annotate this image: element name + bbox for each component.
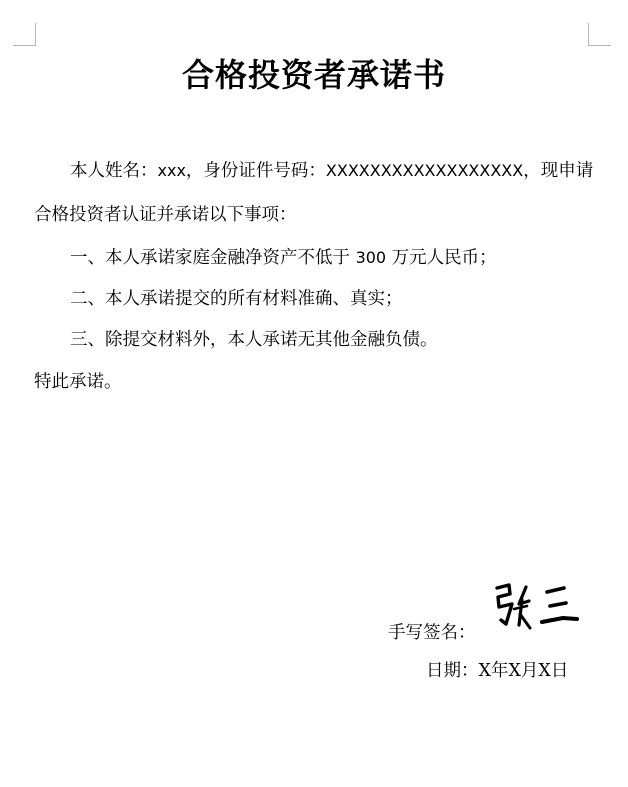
handwritten-signature [493,580,579,636]
document-title: 合格投资者承诺书 [181,56,446,94]
signature-label: 手写签名： [388,623,476,643]
intro-line-2: 合格投资者认证并承诺以下事项： [34,205,297,225]
id-number-label: ，身份证件号码： [185,161,326,181]
closing-statement: 特此承诺。 [34,372,122,392]
commitment-item-2: 二、本人承诺提交的所有材料准确、真实； [70,289,403,309]
commitment-item-1 [70,244,497,269]
commitment-item-1-before: 一、本人承诺家庭金融净资产不低于 [70,248,356,268]
commitment-item-3: 三、除提交材料外，本人承诺无其他金融负债。 [70,330,438,350]
name-label: 本人姓名： [70,161,158,181]
id-number: XXXXXXXXXXXXXXXXXX [325,161,524,180]
commitment-item-1-after: 万元人民币； [386,248,497,268]
applicant-name: xxx [157,161,186,180]
asset-amount: 300 [355,248,387,267]
page-corner-mark-top-right [588,23,611,46]
date-line: 日期：X年X月X日 [426,661,569,681]
intro-suffix: ，现申请 [523,161,594,181]
page-corner-mark-top-left [13,23,36,46]
intro-line-1 [70,157,593,182]
